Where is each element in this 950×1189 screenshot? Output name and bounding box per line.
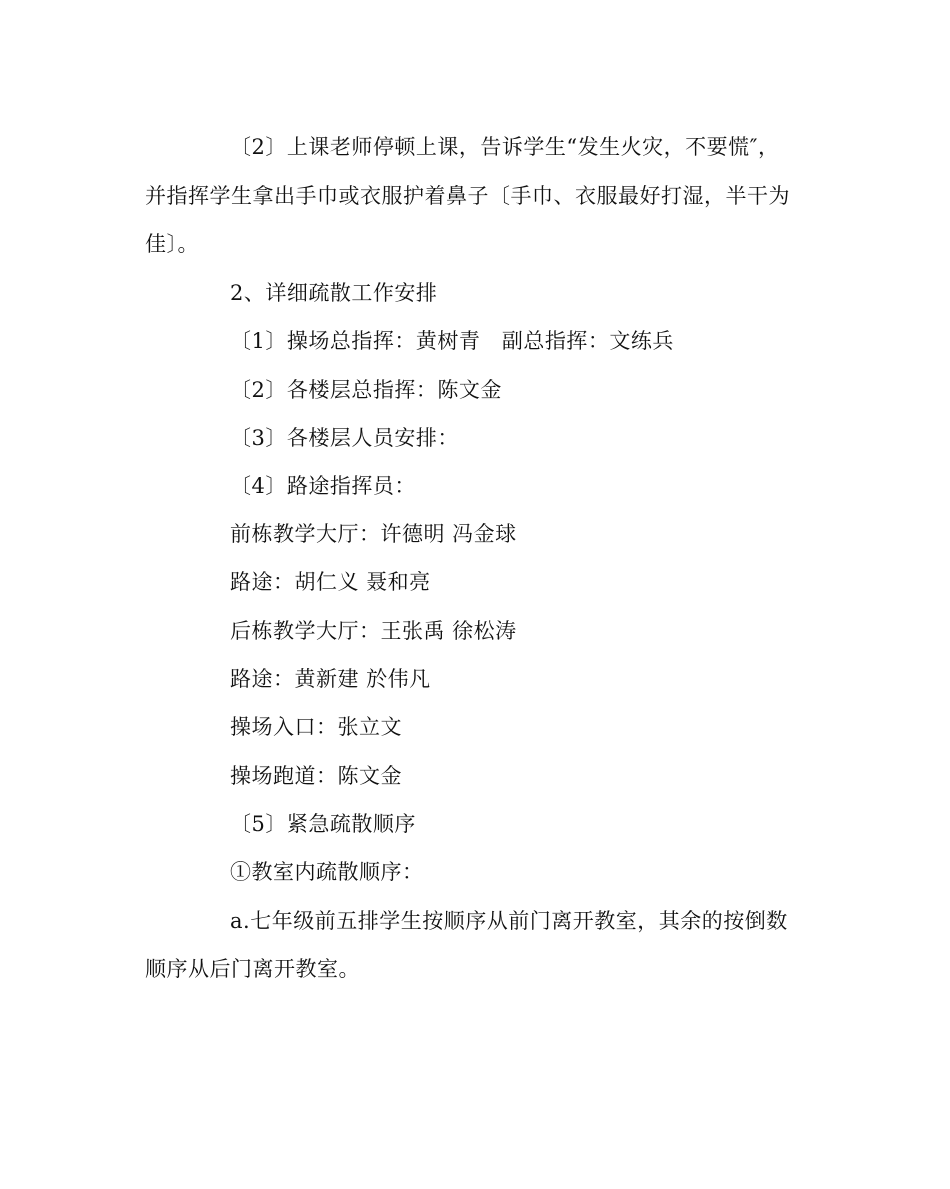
list-item: 〔4〕路途指挥员： — [230, 474, 416, 498]
list-item: 操场跑道：陈文金 — [230, 764, 402, 788]
paragraph-line: 顺序从后门离开教室。 — [145, 957, 360, 981]
list-item: 后栋教学大厅：王张禹 徐松涛 — [230, 619, 517, 643]
paragraph-line: a.七年级前五排学生按顺序从前门离开教室，其余的按倒数 — [230, 909, 788, 933]
list-item: 前栋教学大厅：许德明 冯金球 — [230, 522, 517, 546]
list-item: 路途：黄新建 於伟凡 — [230, 667, 431, 691]
section-heading: 2、详细疏散工作安排 — [230, 281, 438, 305]
paragraph-line: 并指挥学生拿出手巾或衣服护着鼻子〔手巾、衣服最好打湿，半干为 — [145, 184, 790, 208]
list-item: 操场入口：张立文 — [230, 715, 402, 739]
list-item: 〔3〕各楼层人员安排： — [230, 426, 459, 450]
list-item: 〔2〕各楼层总指挥：陈文金 — [230, 378, 502, 402]
paragraph-line: 〔2〕上课老师停顿上课，告诉学生“发生火灾，不要慌″， — [230, 135, 780, 159]
list-item: 〔1〕操场总指挥：黄树青 副总指挥：文练兵 — [230, 329, 674, 353]
list-item: 〔5〕紧急疏散顺序 — [230, 812, 416, 836]
list-item: 路途：胡仁义 聂和亮 — [230, 570, 431, 594]
paragraph-line: 佳〕。 — [145, 232, 199, 256]
list-item: ①教室内疏散顺序： — [230, 860, 424, 884]
